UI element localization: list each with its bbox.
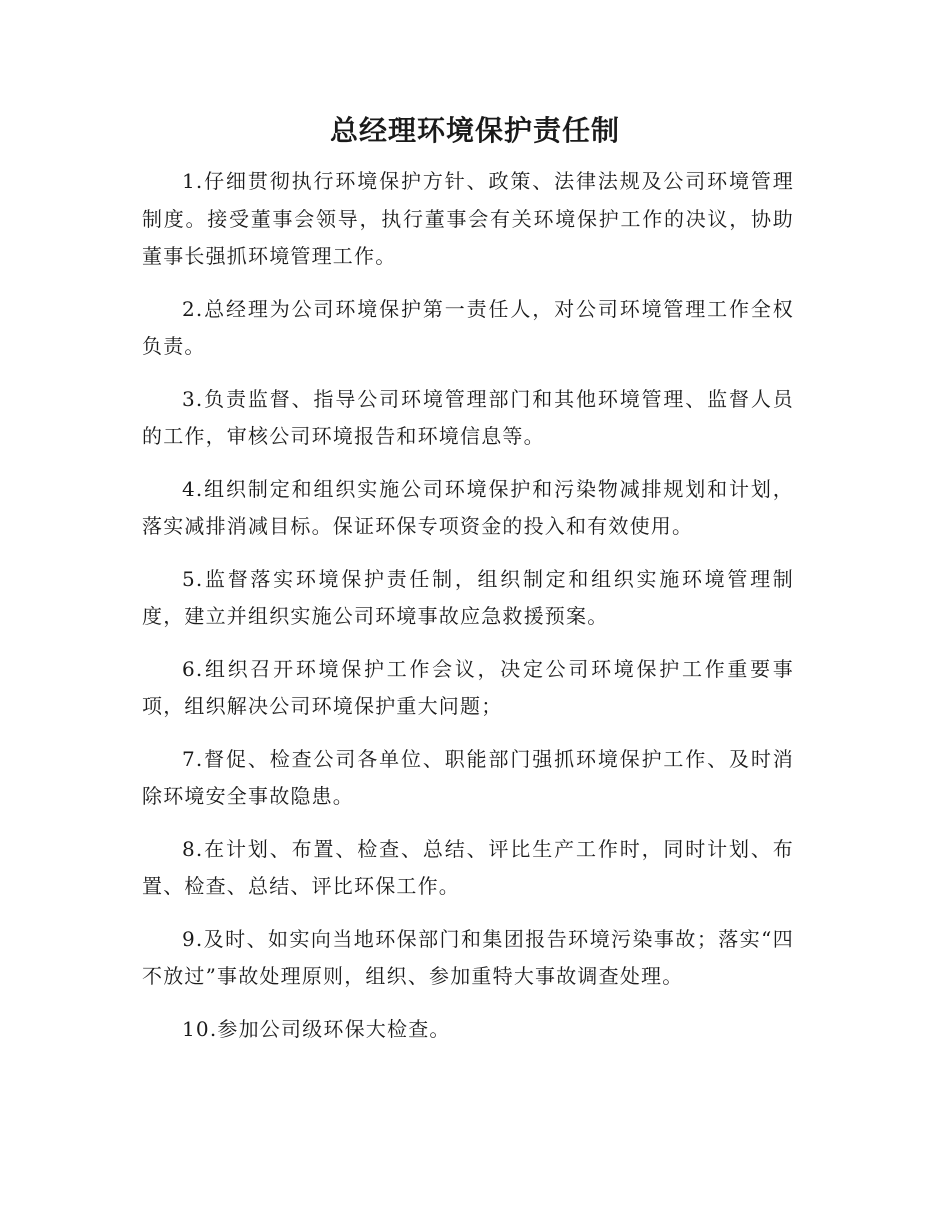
paragraph-3: 3.负责监督、指导公司环境管理部门和其他环境管理、监督人员的工作，审核公司环境报告和环境信息等。 [142,386,794,448]
paragraph-1: 1.仔细贯彻执行环境保护方针、政策、法律法规及公司环境管理制度。接受董事会领导，执行董事会有关环境保护工作的决议，协助董事长强抓环境管理工作。 [142,169,794,268]
document-title: 总经理环境保护责任制 [329,114,620,147]
document-body [142,163,794,1048]
paragraph-5: 5.监督落实环境保护责任制，组织制定和组织实施环境管理制度，建立并组织实施公司环境事故应急救援预案。 [142,566,794,628]
paragraph-2: 2.总经理为公司环境保护第一责任人，对公司环境管理工作全权负责。 [142,296,794,358]
paragraph-4: 4.组织制定和组织实施公司环境保护和污染物减排规划和计划，落实减排消减目标。保证环保专项资金的投入和有效使用。 [142,476,794,538]
paragraph-8: 8.在计划、布置、检查、总结、评比生产工作时，同时计划、布置、检查、总结、评比环保工作。 [142,836,794,898]
paragraph-6: 6.组织召开环境保护工作会议，决定公司环境保护工作重要事项，组织解决公司环境保护重大问题； [142,656,794,718]
paragraph-10: 10.参加公司级环保大检查。 [182,1016,451,1041]
paragraph-9: 9.及时、如实向当地环保部门和集团报告环境污染事故；落实“四不放过”事故处理原则，组织、参加重特大事故调查处理。 [142,926,794,988]
paragraph-7: 7.督促、检查公司各单位、职能部门强抓环境保护工作、及时消除环境安全事故隐患。 [142,746,794,808]
